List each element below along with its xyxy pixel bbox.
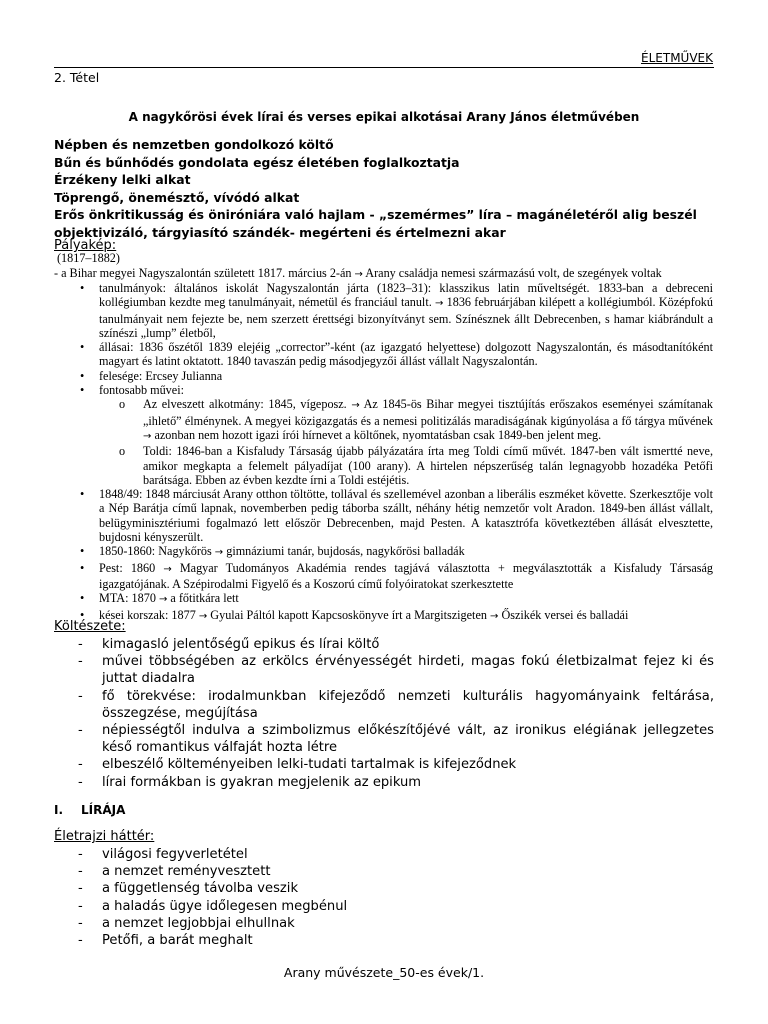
arrow-icon: → (351, 400, 360, 412)
list-item (78, 688, 714, 722)
list-item (78, 898, 714, 915)
studies-text: tanulmányok: általános iskolát Nagyszalontán járta (1823–31): klasszikus latin műveltségét. 1833-ban a debreceni kollégiumban kezdte meg tanulmányait, németül és franciául tanult. (99, 281, 713, 310)
bullet-icon: • (80, 591, 85, 606)
bullet-icon: • (80, 340, 85, 355)
dash-icon: - (78, 847, 83, 862)
liraja-heading (54, 803, 125, 817)
list-item (80, 281, 713, 340)
dash-icon: - (78, 898, 83, 914)
list-item (78, 756, 714, 773)
arrow-icon: → (490, 610, 499, 622)
dash-icon: - (78, 881, 83, 897)
topic-number: 2. Tétel (54, 70, 100, 85)
arrow-icon: → (354, 269, 363, 280)
arrow-icon: → (158, 594, 168, 606)
trait-line: Töprengő, önemésztő, vívódó alkat (54, 189, 300, 205)
arrow-icon: → (198, 610, 208, 622)
header-rule (54, 67, 714, 68)
item-text: művei többségében az erkölcs érvényességét hirdeti, magas fokú életbizalmat fejez ki és juttat diadalra (102, 654, 714, 687)
studies-text-2: 1836 februárjában kilépett a kollégiumból. Középfokú tanulmányait nem fejezte be, nem szerzett érettségi bizonyítványt sem. Színésznek állt Debrecenben, s hamar kiábrándult a színészi „lump” életből, (99, 295, 713, 340)
arrow-icon: → (214, 547, 224, 559)
item-text: fő törekvése: irodalmunkban kifejeződő nemzeti kulturális hagyományaink feltárása, összegzése, megújítása (102, 688, 714, 721)
late-period-text: kései korszak: 1877 (99, 607, 196, 622)
list-item (80, 340, 713, 369)
dash-icon: - (78, 723, 83, 739)
list-item (80, 591, 713, 607)
dash-icon: - (78, 915, 83, 931)
item-text: a nemzet legjobbjai elhullnak (102, 915, 295, 931)
wife-text: felesége: Ercsey Julianna (99, 368, 223, 383)
page-footer: Arany művészete_50-es évek/1. (283, 965, 485, 980)
palyakep-heading: Pályakép: (54, 238, 117, 253)
sub-list-item (119, 444, 713, 487)
trait-line: objektivizáló, tárgyiasító szándék- megérteni és értelmezni akar (54, 224, 506, 240)
poetry-list (78, 636, 714, 791)
bullet-icon: • (80, 281, 85, 295)
item-text: lírai formákban is gyakran megjelenik az epikum (102, 774, 422, 790)
mta-text-2: a főtitkára lett (170, 591, 239, 606)
late-period-text-2: Gyulai Páltól kapott Kapcsoskönyve írt a Margitszigeten (210, 607, 487, 622)
mta-text: MTA: 1870 (99, 591, 156, 606)
career-list (80, 281, 713, 624)
trait-line: Bűn és bűnhődés gondolata egész életében foglalkoztatja (54, 154, 460, 170)
arrow-icon: → (163, 563, 172, 575)
item-text: világosi fegyverletétel (102, 847, 248, 862)
dash-icon: - (78, 864, 83, 880)
list-item (80, 544, 713, 560)
biography-list (78, 846, 714, 949)
section-label: ÉLETMŰVEK (641, 51, 713, 65)
trait-line: Érzékeny lelki alkat (54, 172, 191, 188)
list-item (78, 932, 714, 949)
list-item (80, 487, 713, 544)
birth-text: - a Bihar megyei Nagyszalontán született 1817. március 2-án (54, 266, 352, 280)
eletrajzi-heading: Életrajzi háttér: (54, 829, 155, 844)
works-sublist (119, 397, 713, 487)
bullet-icon: • (80, 560, 85, 575)
work-toldi-text: Toldi: 1846-ban a Kisfaludy Társaság újabb pályázatára írta meg Toldi című művét. 1847-ben vált ismertté neve, amikor megkapta a felemelt pályadíjat (100 arany). A hirtelen népszerűség talán legnagyobb hozadéka Petőfi barátsága. Ebben az évben kezdte írni a Toldi estéjétis. (143, 444, 713, 487)
kolteszete-heading: Költészete: (54, 619, 126, 634)
dash-icon: - (78, 774, 83, 790)
bullet-icon: • (80, 544, 85, 559)
list-item (80, 383, 713, 397)
list-item (78, 653, 714, 687)
arrow-icon: → (435, 298, 444, 310)
trait-line: Népben és nemzetben gondolkozó költő (54, 137, 334, 152)
list-item (80, 561, 713, 592)
trait-line: Erős önkritikusság és öniróniára való hajlam - „szemérmes” líra – magánéletéről alig beszél (54, 207, 697, 223)
bullet-icon: • (80, 607, 85, 622)
work-elveszett-text: Az elveszett alkotmány: 1845, vígeposz. (143, 397, 347, 412)
list-item (78, 915, 714, 932)
circle-bullet-icon: o (119, 444, 126, 459)
list-item (78, 880, 714, 897)
item-text: a haladás ügye időlegesen megbénul (102, 898, 348, 914)
list-item (78, 846, 714, 863)
sub-list-item (119, 397, 713, 444)
section-number: I. (54, 803, 64, 817)
list-item (80, 608, 713, 624)
bullet-icon: • (80, 487, 85, 502)
list-item (78, 722, 714, 756)
item-text: népiességtől indulva a szimbolizmus előkészítőjévé vált, az ironikus elégiának jellegzetes késő romantikus válfaját hozta létre (102, 723, 714, 756)
bullet-icon: • (80, 383, 85, 398)
list-item (78, 774, 714, 791)
nagykoros-text: 1850-1860: Nagykőrös (99, 544, 212, 559)
key-traits (54, 136, 754, 242)
dash-icon: - (78, 757, 83, 773)
list-item (78, 863, 714, 880)
late-period-text-3: Őszikék versei és balladái (501, 607, 629, 622)
revolution-text: 1848/49: 1848 márciusát Arany otthon töltötte, tollával és szellemével azonban a liberális eszméket követte. Szerkesztője volt a Nép Barátja című lapnak, novemberben pedig táborba szállt, néhány hétig nemzetőr volt Aradon. 1849-ben állást vállalt, belügyminisztériumi fogalmazó lett először Debrecenben, majd Pesten. A katasztrófa következtében állását elvesztette, bujdosni kényszerült. (99, 487, 713, 545)
dash-icon: - (78, 654, 83, 670)
item-text: a függetlenség távolba veszik (102, 881, 299, 897)
life-years: (1817–1882) (57, 251, 120, 265)
positions-text: állásai: 1836 őszétől 1839 elejéig „corrector”-ként (az igazgató helyettese) dolgozott Nagyszalontán, és másodtanítóként magyart és latint oktatott. 1840 tavaszán pedig másodjegyzői állást vállalt Nagyszalontán. (99, 340, 713, 369)
birth-line (54, 266, 716, 282)
work-elveszett-text-3: azonban nem hozott igazi írói hírnevet a költőnek, nyomtatásban csak 1849-ben jelent meg. (154, 427, 602, 442)
dash-icon: - (78, 637, 83, 652)
family-text: Arany családja nemesi származású volt, de szegények voltak (365, 266, 662, 280)
item-text: a nemzet reményvesztett (102, 864, 271, 880)
list-item (78, 636, 714, 653)
works-text: fontosabb művei: (99, 383, 184, 398)
circle-bullet-icon: o (119, 397, 126, 412)
item-text: kimagasló jelentőségű epikus és lírai költő (102, 637, 380, 652)
dash-icon: - (78, 688, 83, 704)
item-text: Petőfi, a barát meghalt (102, 933, 253, 949)
section-label: LÍRÁJA (81, 803, 126, 817)
bullet-icon: • (80, 368, 85, 383)
pest-text: Pest: 1860 (99, 560, 156, 575)
pest-text-2: Magyar Tudományos Akadémia rendes tagjává választotta + megválasztották a Kisfaludy Társaság igazgatójának. A Szépirodalmi Figyelő és a Koszorú című folyóiratokat szerkesztette (99, 560, 714, 591)
list-item (80, 369, 713, 383)
nagykoros-text-2: gimnáziumi tanár, bujdosás, nagykőrösi balladák (226, 544, 465, 559)
dash-icon: - (78, 933, 83, 949)
document-title: A nagykőrösi évek lírai és verses epikai alkotásai Arany János életművében (128, 110, 640, 124)
item-text: elbeszélő költeményeiben lelki-tudati tartalmak is kifejeződnek (102, 757, 517, 773)
work-elveszett-text-2: Az 1845-ös Bihar megyei tisztújítás erőszakos eseményei számítanak „ihlető” élménynek. A megyei közigazgatás és a nemesi politizálás maradiságának kigúnyolása a fő tárgya művének (143, 397, 714, 428)
arrow-icon: → (143, 430, 152, 442)
